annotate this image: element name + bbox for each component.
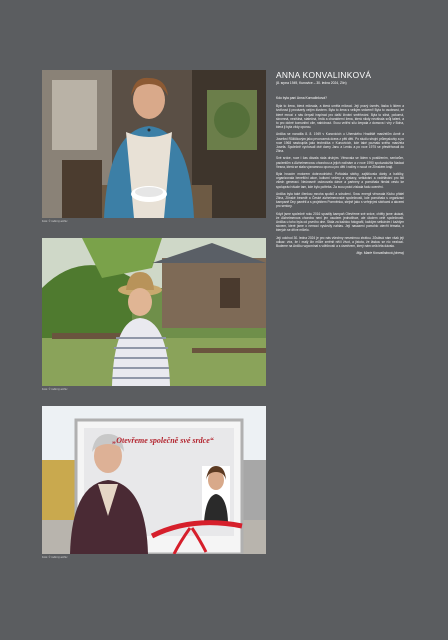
photo-caption: Foto: © rodinný archiv <box>42 388 68 391</box>
article-question: Kdo byla paní Anna Konvalinková? <box>276 96 327 100</box>
photo-caption: Foto: © rodinný archiv <box>42 220 68 223</box>
article-signature: Mgr. Marie Konvalinková (dcera) <box>356 251 404 256</box>
article-body <box>276 104 404 248</box>
article-paragraph: Byla to žena, která milovala, a která uměla milovat. Její pravý úsměv, láska k lidem a tvořivost ji provázely celým životem. Byla to žena s velkým srdcem!! Byla to osobnost, ze které mnozí z nás čerpali inspiraci pro další životní směřování. Byla to silná, pokorná, skromná, nezištná, statečná, hrdá a charakterní žena, která nikdy neváhala svůj talent, a to pro dobré komunitní cíle, nabídnout. Svou vnitřní sílu čerpala z domova i víry v Boha, která ji byla vždy oporou. <box>276 104 404 130</box>
photo-banner-event <box>42 406 266 554</box>
article-paragraph: Anička byla také členkou mnoha spolků a sdružení. Svou energii věnovala Klubu přátel Zlína, Zlínské besedě a České alzheimerovské společnosti, kde pomáhala s organizací kampaně Dny paměti a s projektem Pomněnka, stejně jako s veřejnými sbírkami a akcemi pro seniory. <box>276 191 404 209</box>
article-paragraph: Anička se narodila 8. 8. 1949 v Kunovicích u Uherského Hradiště manželům Anně a Josefovi Růžičkovým jako prvorozená dcera z pěti dětí. Po studiu strojní průmyslovky a po roce 1968 nastoupila jako technička v Kunovicích, kde také poznala svého manžela Josefa. Společně vychovali dvě dcery Janu a Lenku a po roce 1975 se přestěhovali do Zlína. <box>276 132 404 154</box>
article-paragraph: Když jsme společně roku 2016 spustily kampaň Otevřeme své srdce, chtěly jsme ukázat, že Alzheimerova choroba není jen osudem jednotlivce, ale úkolem celé společnosti. Anička u toho byla od prvního dne. Stála za každou fotografií, každým setkáním i každým slovem, které jsme o nemoci vyslovily nahlas. Její nasazení pomohlo otevřít témata, o kterých se dříve mlčelo. <box>276 211 404 233</box>
article-paragraph: Své srdce, ruce i čas dávala ráda druhým. Věnovala se lidem s postižením, seniorům, pacientům s Alzheimerovou chorobou a jejich rodinám a v roce 1990 spoluzaložila Nadaci Vesna, která se stala významnou oporou pro děti i rodiny v nouzi ve Zlínském kraji. <box>276 156 404 169</box>
article-paragraph: Její odchod 30. ledna 2024 je pro nás všechny nesmírnou ztrátou. Zůstává nám však její odkaz: víra, že i malý čin může změnit něčí život, a jistota, že láskou se nic nezkazí. Budeme na Aničku vzpomínat s vděčností a s úsměvem, který nám celá léta dávala. <box>276 235 404 249</box>
photo-caption: Foto: © rodinný archiv <box>42 556 68 559</box>
banner-text: „Otevřeme společně své srdce“ <box>112 436 214 445</box>
article-subtitle: (8. srpna 1949, Kunovice – 30. ledna 2024, Zlín) <box>276 81 347 85</box>
article-column <box>276 70 404 255</box>
photo-portrait-garden <box>42 238 266 386</box>
article-title: ANNA KONVALINKOVÁ <box>276 70 372 80</box>
photo-portrait-kitchen <box>42 70 266 218</box>
article-paragraph: Byla hnacím motorem dobrovolnictví. Pořádala sbírky, zajišťovala dárky a balíčky, organizovala benefiční akce, kulturní večery a výstavy, setkávání a vzdělávání pro lidi všech generací. Neúnavně oslovovala dárce a partnery a pomáhala hledat cestu ke spolupráci všude tam, kde bylo potřeba. Za svou práci získala řadu ocenění. <box>276 172 404 189</box>
